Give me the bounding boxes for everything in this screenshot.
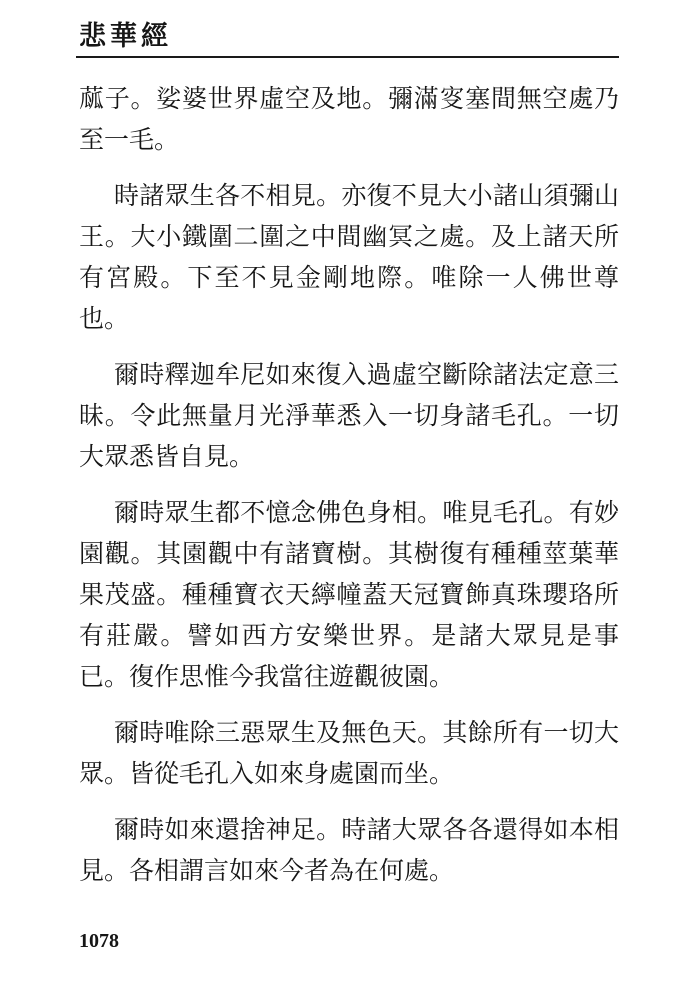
- paragraph-5: 爾時唯除三惡眾生及無色天。其餘所有一切大眾。皆從毛孔入如來身處園而坐。: [79, 718, 619, 788]
- paragraph-4: 爾時眾生都不憶念佛色身相。唯見毛孔。有妙園觀。其園觀中有諸寶樹。其樹復有種種莖葉華果茂盛。種種寶衣天𦆭幢蓋天冠寶飾真珠瓔珞所有莊嚴。譬如西方安樂世界。是諸大眾見是事已。復作思惟今我當往遊觀彼園。: [79, 498, 619, 691]
- running-header-title: 悲華經: [79, 21, 172, 52]
- paragraph-2: 時諸眾生各不相見。亦復不見大小諸山須彌山王。大小鐵圍二圍之中間幽冥之處。及上諸天所有宮殿。下至不見金剛地際。唯除一人佛世尊也。: [79, 181, 619, 333]
- paragraph-6: 爾時如來還捨神足。時諸大眾各各還得如本相見。各相謂言如來今者為在何處。: [79, 815, 619, 885]
- page-number: 1078: [79, 930, 119, 952]
- body-text: [79, 78, 619, 906]
- header-rule: [76, 56, 619, 58]
- paragraph-1: 蓏子。娑婆世界虛空及地。彌滿叜塞間無空處乃至一毛。: [79, 84, 619, 154]
- paragraph-3: 爾時釋迦牟尼如來復入過虛空斷除諸法定意三昧。令此無量月光淨華悉入一切身諸毛孔。一切大眾悉皆自見。: [79, 360, 619, 471]
